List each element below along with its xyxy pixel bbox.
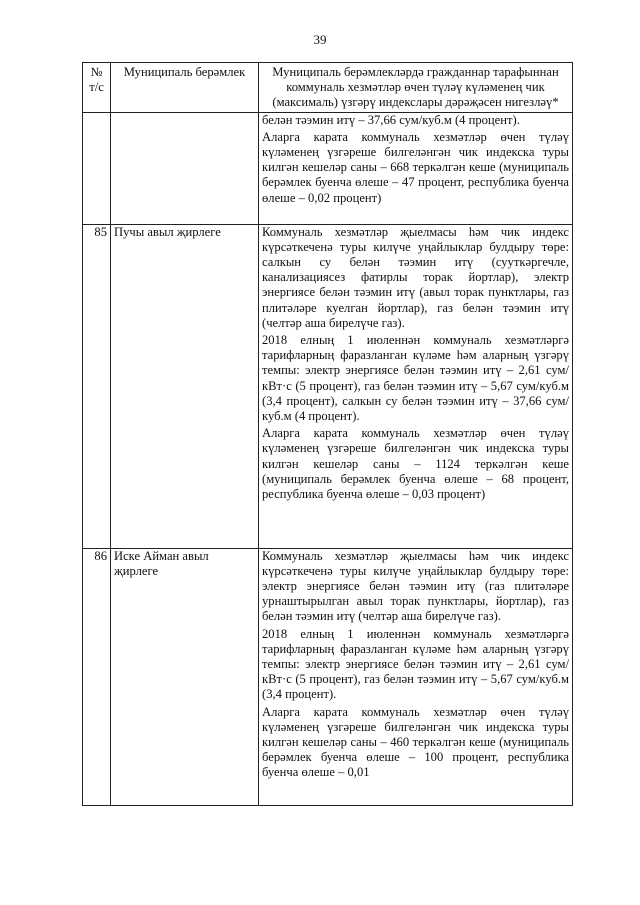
basis-paragraph: белән тәэмин итү – 37,66 сум/куб.м (4 процент). [262, 112, 520, 127]
row-number: 86 [83, 548, 111, 805]
basis-paragraph: 2018 елның 1 июленнән коммуналь хезмәтләргә тарифларның фаразланган күләме һәм аларның үзгәрү темпы: электр энергиясе белән тәэмин итү – 2,61 сум/кВт·с (5 процент), газ белән тәэмин итү – 5,67 сум/куб.м (3,4 процент), салкын су белән тәэмин итү – 37,66 сум/куб.м (4 процент). [262, 333, 569, 424]
table-header-row [83, 63, 573, 113]
basis-paragraph: Аларга карата коммуналь хезмәтләр өчен түләү күләменең үзгәреше билгеләнгән чик индекска туры килгән кешеләр саны – 668 теркәлгән кеше (муниципаль берәмлек буенча өлеше – 47 процент, республика буенча өлеше – 0,02 процент) [262, 129, 569, 205]
basis-paragraph: Коммуналь хезмәтләр җыелмасы һәм чик индекс күрсәткеченә туры килүче уңайлыклар булдыру төре: электр энергиясе белән тәэмин итү (газ плитәләре урнаштырылган авыл торак пунктлары, йортлар), газ белән тәэмин итү (челтәр аша бирелүче газ). [262, 548, 569, 624]
basis-paragraph: 2018 елның 1 июленнән коммуналь хезмәтләргә тарифларның фаразланган күләме һәм аларның үзгәрү темпы: электр энергиясе белән тәэмин итү – 2,61 сум/кВт·с (5 процент), газ белән тәэмин итү – 5,67 сум/куб.м (3,4 процент). [262, 626, 569, 702]
row-basis [259, 224, 573, 548]
row-basis [259, 112, 573, 224]
header-municipality: Муниципаль берәмлек [111, 63, 259, 113]
header-basis: Муниципаль берәмлекләрдә гражданнар тарафыннан коммуналь хезмәтләр өчен түләү күләменең чик (максималь) үзгәрү индекслары дәрәҗәсен нигезләү* [259, 63, 573, 113]
row-basis [259, 548, 573, 805]
row-number: 85 [83, 224, 111, 548]
table-row [83, 548, 573, 805]
row-number [83, 112, 111, 224]
row-municipality [111, 112, 259, 224]
page-number: 39 [313, 32, 327, 47]
row-municipality: Пучы авыл җирлеге [111, 224, 259, 548]
row-municipality: Иске Айман авыл җирлеге [111, 548, 259, 805]
table-row [83, 112, 573, 224]
basis-paragraph: Аларга карата коммуналь хезмәтләр өчен түләү күләменең үзгәреше билгеләнгән чик индекска туры килгән кешеләр саны – 460 теркәлгән кеше (муниципаль берәмлек буенча өлеше – 100 процент, республика буенча өлеше – 0,01 [262, 704, 569, 780]
municipality-table [82, 62, 573, 806]
basis-paragraph: Аларга карата коммуналь хезмәтләр өчен түләү күләменең үзгәреше билгеләнгән чик индекска туры килгән кешеләр саны – 1124 теркәлгән кеше (муниципаль берәмлек буенча өлеше – 68 процент, республика буенча өлеше – 0,03 процент) [262, 426, 569, 502]
header-number: № т/с [83, 63, 111, 113]
basis-paragraph: Коммуналь хезмәтләр җыелмасы һәм чик индекс күрсәткеченә туры килүче уңайлыклар булдыру төре: салкын су белән тәэмин итү (сууткәргечле, канализациясез фатирлы торак йортлар), электр энергиясе белән тәэмин итү (авыл торак пунктлары, газ плитәләре куелган йортлар), газ белән тәэмин итү (челтәр аша бирелүче газ). [262, 224, 569, 330]
table-row [83, 224, 573, 548]
